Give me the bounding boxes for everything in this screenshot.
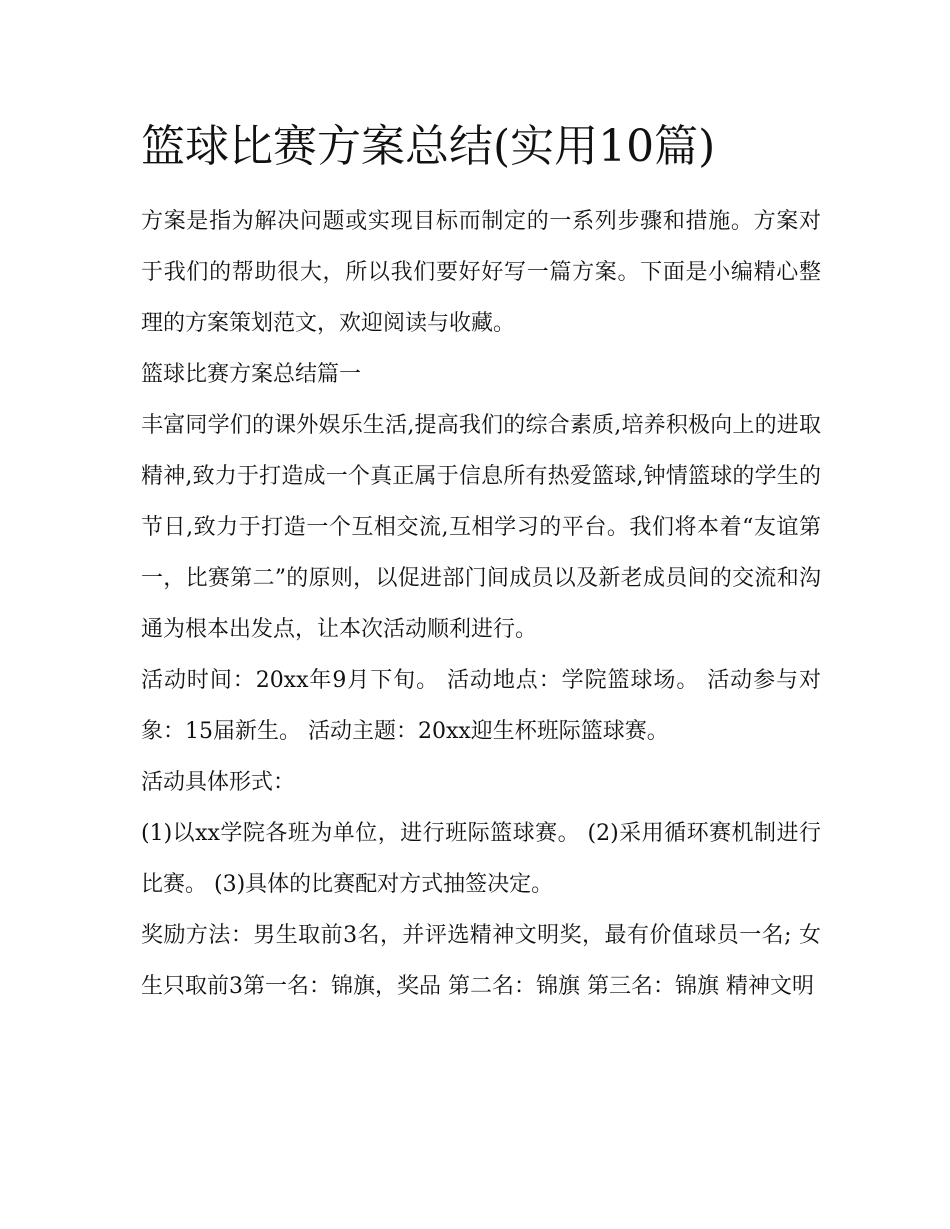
body-paragraph-format-heading: 活动具体形式： — [141, 770, 296, 795]
document-title: 篮球比赛方案总结(实用10篇) — [141, 121, 716, 172]
section-heading: 篮球比赛方案总结篇一 — [141, 362, 362, 387]
body-paragraph-purpose: 丰富同学们的课外娱乐生活,提高我们的综合素质,培养积极向上的进取精神,致力于打造成一个真正属于信息所有热爱篮球,钟情篮球的学生的节日,致力于打造一个互相交流,互相学习的平台。我们将本着“友谊第一，比赛第二”的原则，以促进部门间成员以及新老成员间的交流和沟通为根本出发点，让本次活动顺利进行。 — [141, 413, 821, 642]
body-paragraph-event-info: 活动时间：20xx年9月下旬。 活动地点：学院篮球场。 活动参与对象：15届新生。 活动主题：20xx迎生杯班际篮球赛。 — [141, 668, 821, 744]
intro-paragraph: 方案是指为解决问题或实现目标而制定的一系列步骤和措施。方案对于我们的帮助很大，所以我们要好好写一篇方案。下面是小编精心整理的方案策划范文，欢迎阅读与收藏。 — [141, 209, 821, 336]
body-paragraph-format-details: (1)以xx学院各班为单位，进行班际篮球赛。 (2)采用循环赛机制进行比赛。 (3)具体的比赛配对方式抽签决定。 — [141, 821, 821, 897]
document-page — [141, 112, 821, 1012]
body-paragraph-awards: 奖励方法：男生取前3名，并评选精神文明奖，最有价值球员一名; 女生只取前3第一名：锦旗，奖品 第二名：锦旗 第三名：锦旗 精神文明 — [141, 923, 821, 999]
